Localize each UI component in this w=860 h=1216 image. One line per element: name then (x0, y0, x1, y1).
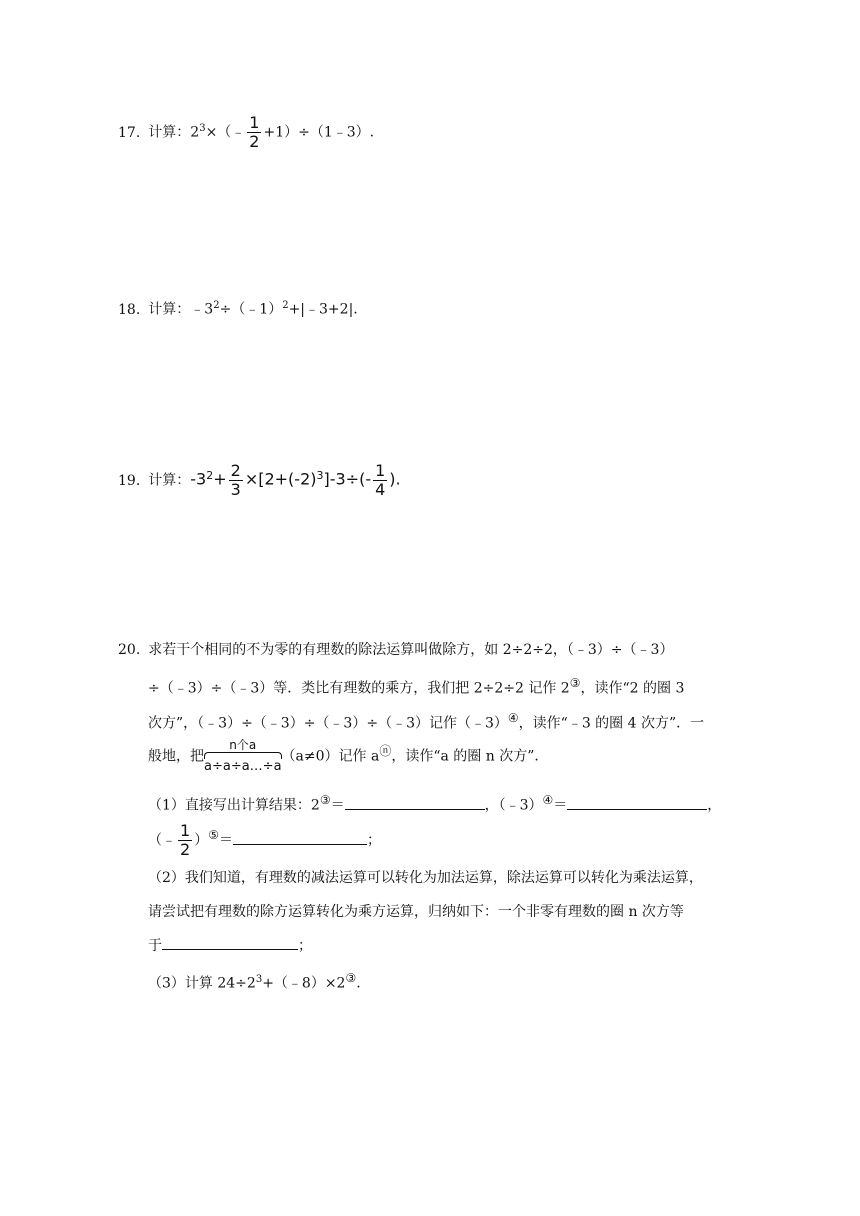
question-20-part3 (148, 968, 748, 994)
text-line: （3）计算 24÷2 (148, 975, 256, 992)
brace-body: a÷a÷a…÷a (204, 759, 282, 774)
overbrace-expression (204, 738, 282, 775)
exponent: 3 (316, 468, 324, 482)
question-20-line2 (148, 673, 748, 699)
denominator: 4 (375, 480, 386, 499)
circle-3-symbol: ③ (569, 676, 581, 690)
text-line: ，（﹣3） (484, 797, 543, 814)
denominator: 2 (249, 132, 260, 151)
exponent: 2 (282, 300, 289, 311)
expr-part: ). (389, 469, 401, 489)
text-line: . (356, 975, 361, 992)
text-line: （a≠0）记作 a (281, 748, 380, 765)
denominator: 3 (230, 480, 241, 499)
question-number: 17. (118, 124, 141, 141)
question-20-part2-line2 (148, 902, 748, 922)
text-line: （﹣ (148, 832, 176, 849)
text-line: ，读作“a 的圈 n 次方”． (391, 748, 549, 765)
question-label: 计算： (148, 124, 191, 141)
numerator: 2 (230, 461, 241, 480)
text-line: ，读作“2 的圈 3 (580, 680, 685, 697)
text-line: 请尝试把有理数的除方运算转化为乘方运算，归纳如下：一个非零有理数的圈 n 次方等 (148, 904, 684, 920)
expr-part: ÷（﹣1） (219, 301, 283, 318)
numerator: 1 (375, 461, 386, 480)
expr-part: +|﹣3+2|. (288, 301, 358, 318)
text-line: ； (298, 938, 312, 954)
expr-part: ×（﹣ (205, 124, 246, 141)
question-20-line1 (118, 640, 673, 660)
overbrace (204, 752, 282, 759)
exponent: 3 (255, 974, 263, 985)
numerator: 1 (180, 821, 191, 840)
text-line: ） (194, 832, 209, 849)
text-line: ， (707, 797, 722, 814)
text-line: 于 (148, 938, 162, 954)
brace-label: n个a (229, 738, 257, 752)
question-20-line3 (148, 708, 748, 734)
expr-part: -3 (190, 469, 207, 489)
circle-4-symbol: ④ (542, 793, 554, 807)
question-20-part2 (148, 868, 748, 888)
answer-blank[interactable] (162, 935, 298, 950)
expr-part: ×[2+(-2) (244, 469, 317, 489)
fraction (229, 462, 243, 499)
text-line: （2）我们知道，有理数的减法运算可以转化为加法运算，除法运算可以转化为乘法运算， (148, 870, 703, 886)
text-line: 次方”，（﹣3）÷（﹣3）÷（﹣3）÷（﹣3）记作（﹣3） (148, 715, 508, 732)
text-line: ＝ (330, 797, 345, 814)
answer-blank[interactable] (233, 830, 367, 845)
question-number: 19. (118, 472, 141, 489)
answer-blank[interactable] (567, 795, 707, 810)
text-line: ÷（﹣3）÷（﹣3）等．类比有理数的乘方，我们把 2÷2÷2 记作 2 (148, 680, 570, 697)
expr-part: ]-3÷(- (323, 469, 372, 489)
circle-n-symbol: ⓝ (379, 743, 392, 758)
question-17 (118, 114, 374, 151)
question-label: 计算： (148, 301, 191, 318)
question-label: 计算： (148, 472, 191, 489)
circle-5-symbol: ⑤ (208, 827, 219, 842)
answer-blank[interactable] (345, 795, 485, 810)
question-19 (118, 462, 401, 499)
text-line: ＝ (553, 797, 568, 814)
expr-part: + (213, 469, 227, 489)
circle-4-symbol: ④ (507, 711, 519, 725)
fraction (178, 822, 192, 859)
text-line: ＝ (218, 832, 233, 849)
text-line: ，读作“﹣3 的圈 4 次方”．一 (518, 715, 705, 732)
circle-3-symbol: ③ (345, 971, 357, 985)
denominator: 2 (180, 840, 191, 859)
fraction (247, 114, 261, 151)
numerator: 1 (249, 113, 260, 132)
fraction (373, 462, 387, 499)
text-line: +（﹣8）×2 (262, 975, 346, 992)
circle-3-symbol: ③ (319, 793, 331, 807)
question-number: 20. (118, 642, 141, 658)
text-line: 般地，把 (148, 748, 204, 765)
exponent: 3 (199, 122, 206, 134)
question-number: 18. (118, 301, 141, 318)
question-18 (118, 296, 358, 320)
expr-part: 2 (190, 124, 200, 141)
expr-part: ﹣3 (190, 301, 214, 318)
text-line: （1）直接写出计算结果：2 (148, 797, 320, 814)
expr-part: +1）÷（1﹣3）. (263, 124, 375, 141)
text-line: ； (366, 832, 381, 849)
question-20-part1 (148, 790, 748, 816)
question-20-line4 (148, 738, 748, 775)
question-20-part2-line3 (148, 935, 748, 956)
exponent: 2 (206, 468, 214, 482)
question-20-part1-line2 (148, 822, 748, 859)
exponent: 2 (213, 300, 220, 311)
text-line: 求若干个相同的不为零的有理数的除法运算叫做除方，如 2÷2÷2，（﹣3）÷（﹣3） (148, 642, 674, 658)
